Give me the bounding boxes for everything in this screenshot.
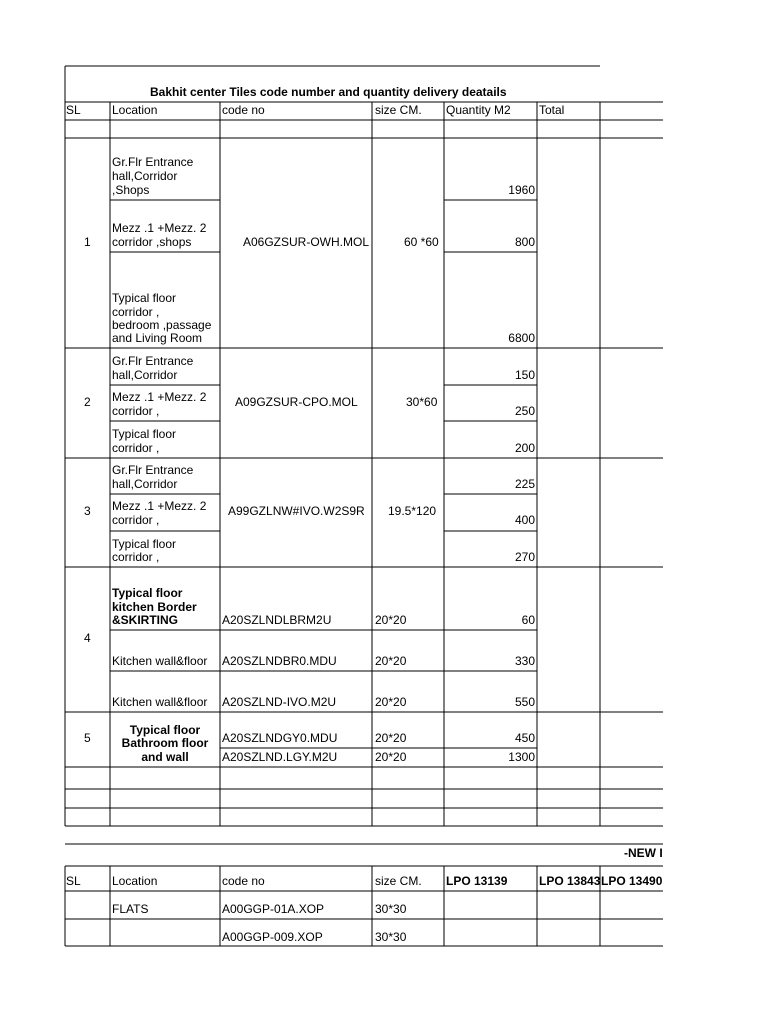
g1-r3-qty: 6800 [508,331,535,345]
g2-r2-location-line1: Mezz .1 +Mezz. 2 [112,390,207,404]
g4-r1-size: 20*20 [375,613,407,627]
header-code-no: code no [222,103,265,117]
g2-r3-location-line2: corridor , [112,441,160,455]
g4-r1-location-line3: &SKIRTING [112,613,178,627]
t2-header-lpo-13139: LPO 13139 [446,874,508,888]
g4-r2-code: A20SZLNDBR0.MDU [222,654,337,668]
group-2-size: 30*60 [406,395,438,409]
g1-r3-location-line2: corridor , [112,305,160,319]
header-location: Location [112,103,158,117]
t2-header-size: size CM. [375,874,422,888]
g5-r2-code: A20SZLND.LGY.M2U [222,750,338,764]
g1-r1-location-line3: ,Shops [112,183,150,197]
table2-caption: -NEW I [624,846,663,860]
g4-r3-size: 20*20 [375,695,407,709]
g3-r2-qty: 400 [514,513,535,527]
t2-header-lpo-13490: LPO 13490 [601,874,663,888]
sheet-title: Bakhit center Tiles code number and quantity delivery deatails [150,85,507,99]
g2-r3-location-line1: Typical floor [112,427,177,441]
g3-r2-location-line1: Mezz .1 +Mezz. 2 [112,499,207,513]
g5-location-line2: Bathroom floor [121,736,209,750]
group-1-code: A06GZSUR-OWH.MOL [243,235,370,249]
g2-r2-qty: 250 [514,404,535,418]
g4-r3-code: A20SZLND-IVO.M2U [222,695,337,709]
g5-location-line1: Typical floor [129,723,201,737]
header-total: Total [539,103,565,117]
group-3-size: 19.5*120 [388,504,437,518]
g1-r2-location-line1: Mezz .1 +Mezz. 2 [112,221,207,235]
header-quantity: Quantity M2 [446,103,511,117]
g5-r1-qty: 450 [514,731,535,745]
t2-r1-size: 30*30 [375,902,407,916]
g1-r3-location-line3: bedroom ,passage [112,318,212,332]
t2-r1-code: A00GGP-01A.XOP [222,902,325,916]
group-3-sl: 3 [84,504,91,518]
g1-r2-location-line2: corridor ,shops [112,235,192,249]
g3-r1-qty: 225 [514,477,535,491]
g4-r2-size: 20*20 [375,654,407,668]
group-1-sl: 1 [84,235,91,249]
g5-location-line3: and wall [141,750,189,764]
g3-r3-location-line2: corridor , [112,550,160,564]
g2-r1-qty: 150 [514,368,535,382]
group-2-code: A09GZSUR-CPO.MOL [235,395,358,409]
g4-r3-location: Kitchen wall&floor [112,695,208,709]
t2-r2-size: 30*30 [375,930,407,944]
g1-r3-location-line1: Typical floor [112,291,177,305]
g4-r1-location-line2: kitchen Border [112,600,197,614]
g4-r2-qty: 330 [514,654,535,668]
g4-r1-location-line1: Typical floor [112,586,183,600]
g1-r3-location-line4: and Living Room [112,331,203,345]
g5-r1-code: A20SZLNDGY0.MDU [222,731,338,745]
header-sl: SL [66,103,81,117]
g3-r3-qty: 270 [514,550,535,564]
t2-header-location: Location [112,874,158,888]
g2-r1-location-line2: hall,Corridor [112,368,178,382]
g3-r1-location-line2: hall,Corridor [112,477,178,491]
t2-header-code-no: code no [222,874,265,888]
g2-r2-location-line2: corridor , [112,404,160,418]
g4-r2-location: Kitchen wall&floor [112,654,208,668]
t2-header-sl: SL [66,874,81,888]
g5-r2-size: 20*20 [375,750,407,764]
g5-r2-qty: 1300 [508,750,535,764]
g1-r1-qty: 1960 [508,183,535,197]
g3-r2-location-line2: corridor , [112,513,160,527]
g2-r3-qty: 200 [514,441,535,455]
g1-r2-qty: 800 [514,235,535,249]
g4-r1-qty: 60 [521,613,535,627]
group-4-sl: 4 [84,631,91,645]
g4-r1-code: A20SZLNDLBRM2U [222,613,332,627]
group-5-sl: 5 [84,731,91,745]
group-2-sl: 2 [84,395,91,409]
header-size: size CM. [375,103,422,117]
group-3-code: A99GZLNW#IVO.W2S9R [228,504,365,518]
t2-r2-code: A00GGP-009.XOP [222,930,323,944]
t2-header-lpo-13843: LPO 13843 [539,874,601,888]
g4-r3-qty: 550 [514,695,535,709]
t2-r1-location: FLATS [112,902,149,916]
g1-r1-location-line2: hall,Corridor [112,169,178,183]
g1-r1-location-line1: Gr.Flr Entrance [112,155,194,169]
g3-r1-location-line1: Gr.Flr Entrance [112,463,194,477]
g3-r3-location-line1: Typical floor [112,537,177,551]
g2-r1-location-line1: Gr.Flr Entrance [112,354,194,368]
group-1-size: 60 *60 [404,235,439,249]
g5-r1-size: 20*20 [375,731,407,745]
